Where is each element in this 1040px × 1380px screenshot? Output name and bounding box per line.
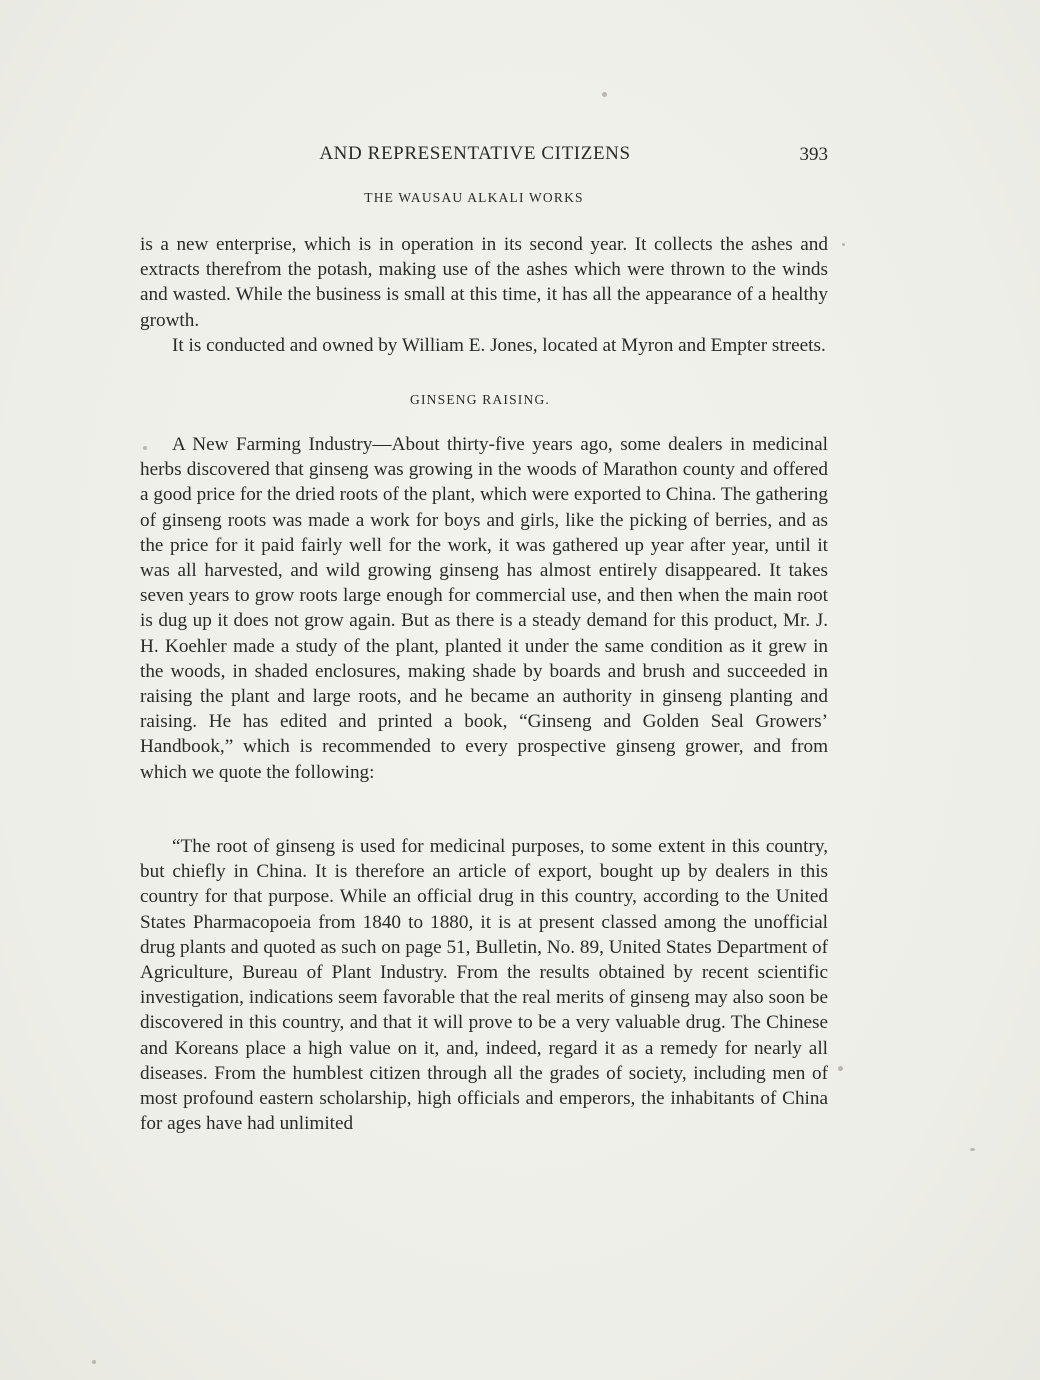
paper-speck	[92, 1360, 96, 1364]
paper-speck	[970, 1148, 975, 1151]
paper-speck	[143, 446, 147, 450]
page-number: 393	[799, 144, 828, 165]
paper-speck	[838, 1066, 843, 1071]
running-header	[140, 143, 828, 167]
section-heading-ginseng-raising: GINSENG RAISING.	[410, 392, 550, 407]
paragraph-alkali-description: is a new enterprise, which is in operation in its second year. It collects the ashes and extracts therefrom the potash, making use of the ashes which were thrown to the winds and wasted. While the business is small at this time, it has all the appearance of a healthy growth.	[140, 234, 828, 331]
paper-speck	[602, 92, 607, 97]
paragraph-ginseng-quote: “The root of ginseng is used for medicinal purposes, to some extent in this country, but chiefly in China. It is therefore an article of export, bought up by dealers in this country for that purpose. While an official drug in this country, according to the United States Pharmacopoeia from 1840 to 1880, it is at present classed among the unofficial drug plants and quoted as such on page 51, Bulletin, No. 89, United States Department of Agriculture, Bureau of Plant Industry. From the results obtained by recent scientific investigation, indications seem favorable that the real merits of ginseng may also soon be discovered in this country, and that it will prove to be a very valuable drug. The Chinese and Koreans place a high value on it, and, indeed, regard it as a remedy for nearly all diseases. From the humblest citizen through all the grades of society, including men of most profound eastern scholarship, high officials and emperors, the inhabitants of China for ages have had unlimited	[140, 836, 828, 1135]
paragraph-ginseng-industry: A New Farming Industry—About thirty-five years ago, some dealers in medicinal herbs discovered that ginseng was growing in the woods of Marathon county and offered a good price for the dried roots of the plant, which were exported to China. The gathering of ginseng roots was made a work for boys and girls, like the picking of berries, and as the price for it paid fairly well for the work, it was gathered up year after year, until it was all harvested, and wild growing ginseng has almost entirely disappeared. It takes seven years to grow roots large enough for commercial use, and then when the main root is dug up it does not grow again. But as there is a steady demand for this product, Mr. J. H. Koehler made a study of the plant, planted it under the same condition as it grew in the woods, in shaded enclosures, making shade by boards and brush and succeeded in raising the plant and large roots, and he became an authority in ginseng planting and raising. He has edited and printed a book, “Ginseng and Golden Seal Growers’ Handbook,” which is recommended to every prospective ginseng grower, and from which we quote the following:	[140, 434, 828, 783]
running-title: AND REPRESENTATIVE CITIZENS	[319, 143, 631, 164]
paper-speck	[842, 243, 845, 246]
section-heading-alkali-works: THE WAUSAU ALKALI WORKS	[364, 190, 584, 205]
paragraph-alkali-ownership: It is conducted and owned by William E. Jones, located at Myron and Empter streets.	[172, 335, 826, 356]
